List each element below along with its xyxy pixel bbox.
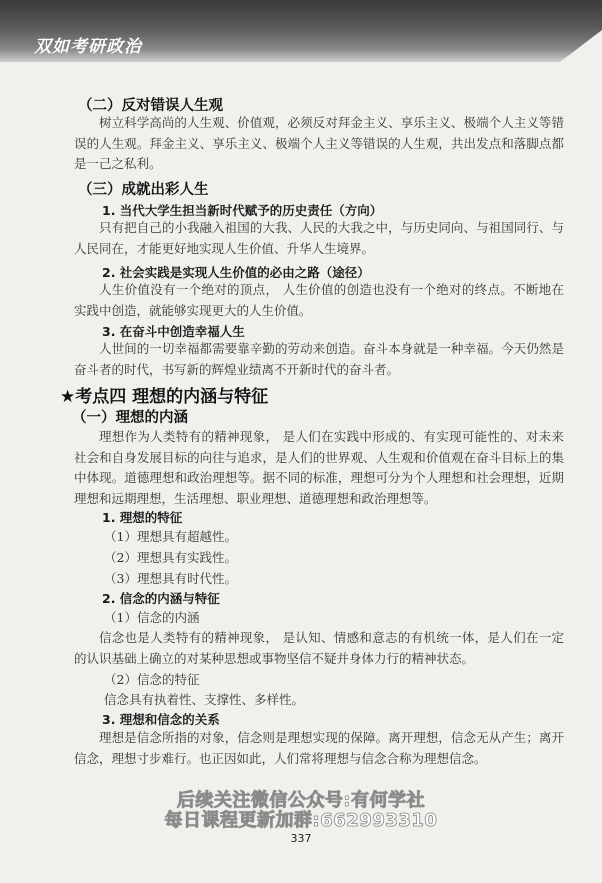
ideal-feature-2: （2）理想具有实践性。: [104, 550, 237, 565]
paragraph-oppose: 树立科学高尚的人生观、价值观，必须反对拜金主义、享乐主义、极端个人主义等错 误的人生观。拜金主义、享乐主义、极端个人主义等错误的人生观，共出发点和落脚点都 是一己之私利。: [74, 115, 564, 172]
belief-sub-meaning: （1）信念的内涵: [104, 610, 200, 625]
watermark-line-1: 后续关注微信公众号:有何学社: [176, 790, 426, 811]
watermark-line-2: 每日课程更新加群:662993310: [164, 810, 438, 831]
item-3-text: 人世间的一切幸福都需要靠辛勤的劳动来创造。奋斗本身就是一种幸福。今天仍然是奋斗者的时代，书写新的辉煌业绩离不开新时代的奋斗者。: [74, 341, 564, 377]
ideal-feature-3: （3）理想具有时代性。: [104, 571, 237, 586]
item-2-text: 人生价值没有一个绝对的顶点， 人生价值的创造也没有一个绝对的终点。不断地在实践中创造，就能够实现更大的人生价值。: [74, 282, 564, 318]
page-number: 337: [290, 832, 312, 845]
relation-title: 3. 理想和信念的关系: [102, 712, 220, 727]
item-1-title: 1. 当代大学生担当新时代赋予的历史责任（方向）: [102, 203, 383, 218]
belief-features: 信念具有执着性、支撑性、多样性。: [104, 692, 305, 707]
header-title: 双如考研政治: [34, 37, 142, 57]
ideal-feature-1: （1）理想具有超越性。: [104, 529, 237, 544]
heading-ideal-meaning: （一）理想的内涵: [72, 410, 188, 426]
belief-sub-feature: （2）信念的特征: [104, 672, 200, 687]
paragraph-ideal-intro: 理想作为人类特有的精神现象， 是人们在实践中形成的、有实现可能性的、对未来社会和自身发展目标的向往与追求，是人们的世界观、人生观和价值观在奋斗目标上的集中体现。道德理想和政治理想等。据不同的标准，理想可分为个人理想和社会理想，近期理想和远期理想，生活理想、职业理想、道德理想和政治理想等。: [74, 429, 564, 506]
heading-oppose-wrong-views: （二）反对错误人生观: [78, 98, 223, 114]
item-1-text: 只有把自己的小我融入祖国的大我、人民的大我之中，与历史同向、与祖国同行、与人民同在，才能更好地实现人生价值、升华人生境界。: [74, 220, 564, 256]
belief-definition: 信念也是人类特有的精神现象， 是认知、情感和意志的有机统一体，是人们在一定的认识基础上确立的对某种思想或事物坚信不疑并身体力行的精神状态。: [74, 630, 564, 666]
item-2-title: 2. 社会实践是实现人生价值的必由之路（途径）: [102, 265, 370, 280]
kaodian-title: ★考点四 理想的内涵与特征: [60, 387, 269, 407]
belief-title: 2. 信念的内涵与特征: [102, 591, 220, 606]
ideal-feature-title: 1. 理想的特征: [102, 510, 183, 525]
heading-achieve-life: （三）成就出彩人生: [78, 182, 209, 198]
relation-text: 理想是信念所指的对象，信念则是理想实现的保障。离开理想，信念无从产生；离开信念，理想寸步难行。也正因如此，人们常将理想与信念合称为理想信念。: [74, 730, 564, 766]
item-3-title: 3. 在奋斗中创造幸福人生: [102, 324, 245, 339]
